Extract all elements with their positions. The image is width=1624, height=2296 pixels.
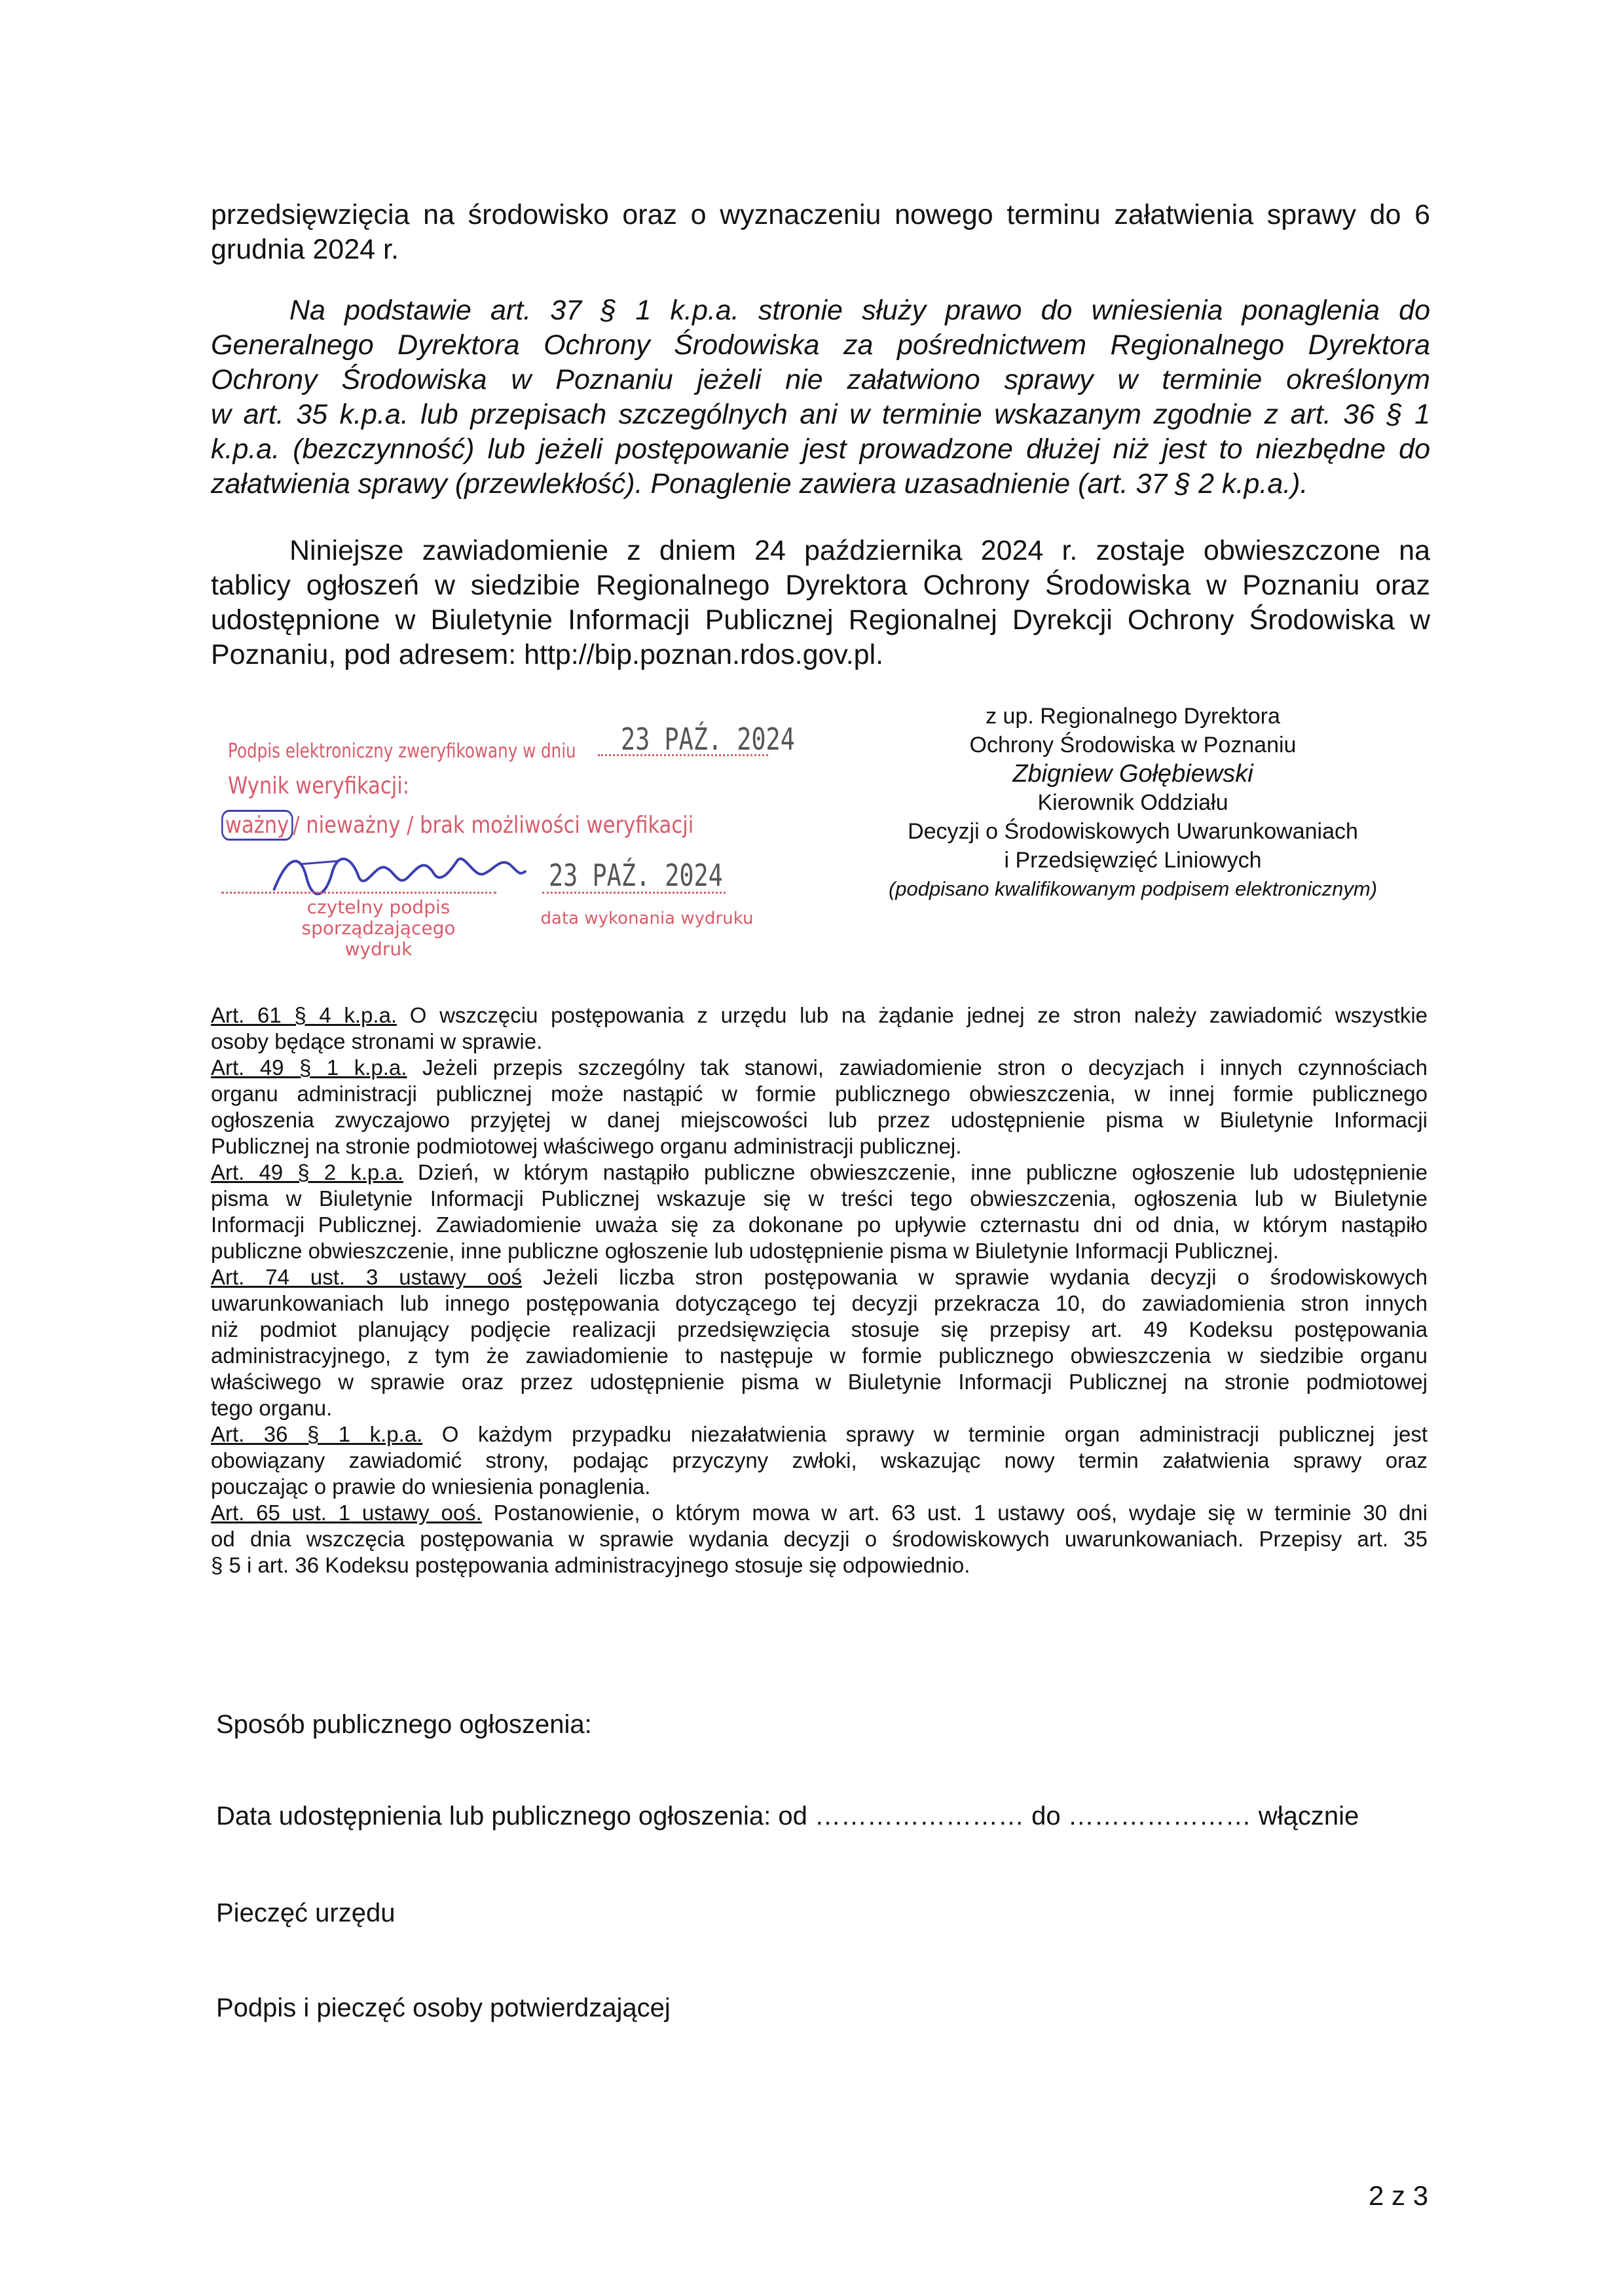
- legal-text: właściwego w sprawie oraz przez udostępnienie pisma w Biuletynie Informacji Publicznej na stronie podmiotowej: [211, 1370, 1428, 1394]
- publication-date-label: Data udostępnienia lub publicznego ogłoszenia: od: [216, 1802, 807, 1831]
- legal-text: Jeżeli przepis szczególny tak stanowi, zawiadomienie stron o decyzjach i innych czynnościach: [422, 1055, 1428, 1080]
- signature-line: Ochrony Środowiska w Poznaniu: [969, 733, 1297, 757]
- text-line: Na podstawie art. 37 § 1 k.p.a. stronie służy prawo do wniesienia ponaglenia do: [289, 295, 1430, 326]
- handwritten-signature: [261, 838, 536, 903]
- stamp-print-date: 23 PAŹ. 2024: [549, 858, 723, 893]
- legal-reference: Art. 49 § 1 k.p.a.: [211, 1055, 407, 1080]
- verification-stamp: [221, 720, 798, 960]
- text-line: przedsięwzięcia na środowisko oraz o wyznaczeniu nowego terminu załatwienia sprawy do 6: [211, 199, 1430, 230]
- signatory-name: Zbigniew Gołębiewski: [1012, 760, 1253, 788]
- office-stamp-label: Pieczęć urzędu: [216, 1899, 396, 1927]
- legal-text: od dnia wszczęcia postępowania w sprawie wydania decyzji o środowiskowych uwarunkowaniach. Przepisy art. 35: [211, 1527, 1428, 1551]
- legal-text: Jeżeli liczba stron postępowania w sprawie wydania decyzji o środowiskowych: [542, 1265, 1428, 1289]
- date-from-field: ……………………: [815, 1802, 1025, 1831]
- confirmation-signature-label: Podpis i pieczęć osoby potwierdzającej: [216, 1994, 671, 2022]
- signature-line: Kierownik Oddziału: [1037, 790, 1228, 815]
- legal-entry: [211, 1159, 1428, 1264]
- page-number: 2 z 3: [1369, 2180, 1429, 2211]
- date-to-field: …………………: [1067, 1802, 1251, 1831]
- stamp-signature-caption: czytelny podpis sporządzającego wydruk: [301, 896, 456, 960]
- inclusive-label: włącznie: [1258, 1802, 1359, 1831]
- signature-line: Decyzji o Środowiskowych Uwarunkowaniach: [908, 819, 1358, 844]
- text-line: k.p.a. (bezczynność) lub jeżeli postępowanie jest prowadzone dłużej niż jest to niezbędne do: [211, 433, 1430, 465]
- signature-line: i Przedsięwzięć Liniowych: [1004, 848, 1262, 873]
- intro-paragraph: [211, 198, 1430, 267]
- text-line: Generalnego Dyrektora Ochrony Środowiska za pośrednictwem Regionalnego Dyrektora: [211, 329, 1430, 361]
- publication-date-row: [216, 1802, 1359, 1831]
- text-line: udostępnione w Biuletynie Informacji Publicznej Regionalnej Dyrekcji Ochrony Środowiska w: [211, 604, 1430, 636]
- text-line: w art. 35 k.p.a. lub przepisach szczególnych ani w terminie wskazanym zgodnie z art. 36 § 1: [211, 399, 1430, 430]
- signature-block: [845, 702, 1421, 903]
- text-line: załatwienia sprawy (przewlekłość). Ponaglenie zawiera uzasadnienie (art. 37 § 2 k.p.a.).: [211, 468, 1308, 500]
- legal-entry: [211, 1055, 1428, 1159]
- stamp-date-caption: data wykonania wydruku: [540, 909, 754, 928]
- legal-reference: Art. 36 § 1 k.p.a.: [211, 1422, 423, 1446]
- legal-entry: [211, 1421, 1428, 1500]
- legal-entry: [211, 1500, 1428, 1578]
- legal-text: Informacji Publicznej. Zawiadomienie uważa się za dokonane po upływie czternastu dni od dnia, w którym nastąpiło: [211, 1212, 1428, 1237]
- stamp-valid-option: ważny: [221, 810, 293, 841]
- stamp-verification-date: 23 PAŹ. 2024: [621, 721, 795, 757]
- legal-text: pisma w Biuletynie Informacji Publicznej wskazuje się w treści tego obwieszczenia, ogłoszenia lub w Biuletynie: [211, 1186, 1428, 1211]
- legal-text: uwarunkowaniach lub innego postępowania dotyczącego tej decyzji przekracza 10, do zawiadomienia stron innych: [211, 1291, 1428, 1315]
- signature-note: (podpisano kwalifikowanym podpisem elektronicznym): [888, 877, 1378, 900]
- legal-text: administracyjnego, z tym że zawiadomienie to następuje w formie publicznego obwieszczenia w siedzibie organu: [211, 1343, 1428, 1368]
- stamp-other-options: / nieważny / brak możliwości weryfikacji: [293, 812, 694, 839]
- signature-line: z up. Regionalnego Dyrektora: [986, 704, 1280, 729]
- text-line: grudnia 2024 r.: [211, 234, 399, 265]
- stamp-dotted-line: [221, 892, 496, 894]
- legal-entry: [211, 1264, 1428, 1421]
- legal-text: tego organu.: [211, 1396, 333, 1420]
- legal-text: osoby będące stronami w sprawie.: [211, 1029, 543, 1053]
- publication-paragraph: [211, 534, 1430, 672]
- legal-text: niż podmiot planujący podjęcie realizacji przedsięwzięcia stosuje się przepisy art. 49 Kodeksu postępowania: [211, 1317, 1428, 1341]
- stamp-dotted-line: [542, 892, 726, 894]
- text-line: tablicy ogłoszeń w siedzibie Regionalnego Dyrektora Ochrony Środowiska w Poznaniu oraz: [211, 570, 1430, 601]
- legal-text: ogłoszenia zwyczajowo przyjętej w danej miejscowości lub przez udostępnienie pisma w Biuletynie Informacji: [211, 1108, 1428, 1132]
- text-line: Ochrony Środowiska w Poznaniu jeżeli nie załatwiono sprawy w terminie określonym: [211, 364, 1430, 395]
- legal-text: Publicznej na stronie podmiotowej właściwego organu administracji publicznej.: [211, 1134, 962, 1158]
- date-to-label: do: [1031, 1802, 1061, 1831]
- legal-text: pouczając o prawie do wniesienia ponaglenia.: [211, 1474, 651, 1499]
- legal-text: O każdym przypadku niezałatwienia sprawy w terminie organ administracji publicznej jest: [441, 1422, 1428, 1446]
- legal-text: Dzień, w którym nastąpiło publiczne obwieszczenie, inne publiczne ogłoszenie lub udostępnienie: [418, 1160, 1428, 1184]
- legal-text: obowiązany zawiadomić strony, podając przyczyny zwłoki, wskazując nowy termin załatwienia sprawy oraz: [211, 1448, 1428, 1472]
- stamp-result-label: Wynik weryfikacji:: [228, 773, 410, 799]
- text-line: Niniejsze zawiadomienie z dniem 24 października 2024 r. zostaje obwieszczone na: [289, 535, 1430, 566]
- text-line: Poznaniu, pod adresem: http://bip.poznan.rdos.gov.pl.: [211, 639, 884, 670]
- publication-method-label: Sposób publicznego ogłoszenia:: [216, 1710, 592, 1739]
- legal-text: § 5 i art. 36 Kodeksu postępowania administracyjnego stosuje się odpowiednio.: [211, 1553, 970, 1577]
- legal-reference: Art. 49 § 2 k.p.a.: [211, 1160, 403, 1184]
- legal-reference: Art. 74 ust. 3 ustawy ooś: [211, 1265, 523, 1289]
- legal-text: organu administracji publicznej może nastąpić w formie publicznego obwieszczenia, w innej formie publicznego: [211, 1082, 1428, 1106]
- legal-reference: Art. 61 § 4 k.p.a.: [211, 1003, 397, 1027]
- legal-text: O wszczęciu postępowania z urzędu lub na żądanie jednej ze stron należy zawiadomić wszystkie: [409, 1003, 1428, 1027]
- legal-text: Postanowienie, o którym mowa w art. 63 ust. 1 ustawy ooś, wydaje się w terminie 30 dni: [493, 1501, 1428, 1525]
- legal-entry: [211, 1002, 1428, 1055]
- legal-references: [211, 1002, 1428, 1578]
- appeal-instruction-paragraph: [211, 293, 1430, 501]
- stamp-verified-label: Podpis elektroniczny zweryfikowany w dniu: [228, 740, 576, 763]
- legal-reference: Art. 65 ust. 1 ustawy ooś.: [211, 1501, 482, 1525]
- stamp-result-options: [221, 812, 693, 839]
- legal-text: publiczne obwieszczenie, inne publiczne ogłoszenie lub udostępnienie pisma w Biuletynie Informacji Publicznej.: [211, 1239, 1279, 1263]
